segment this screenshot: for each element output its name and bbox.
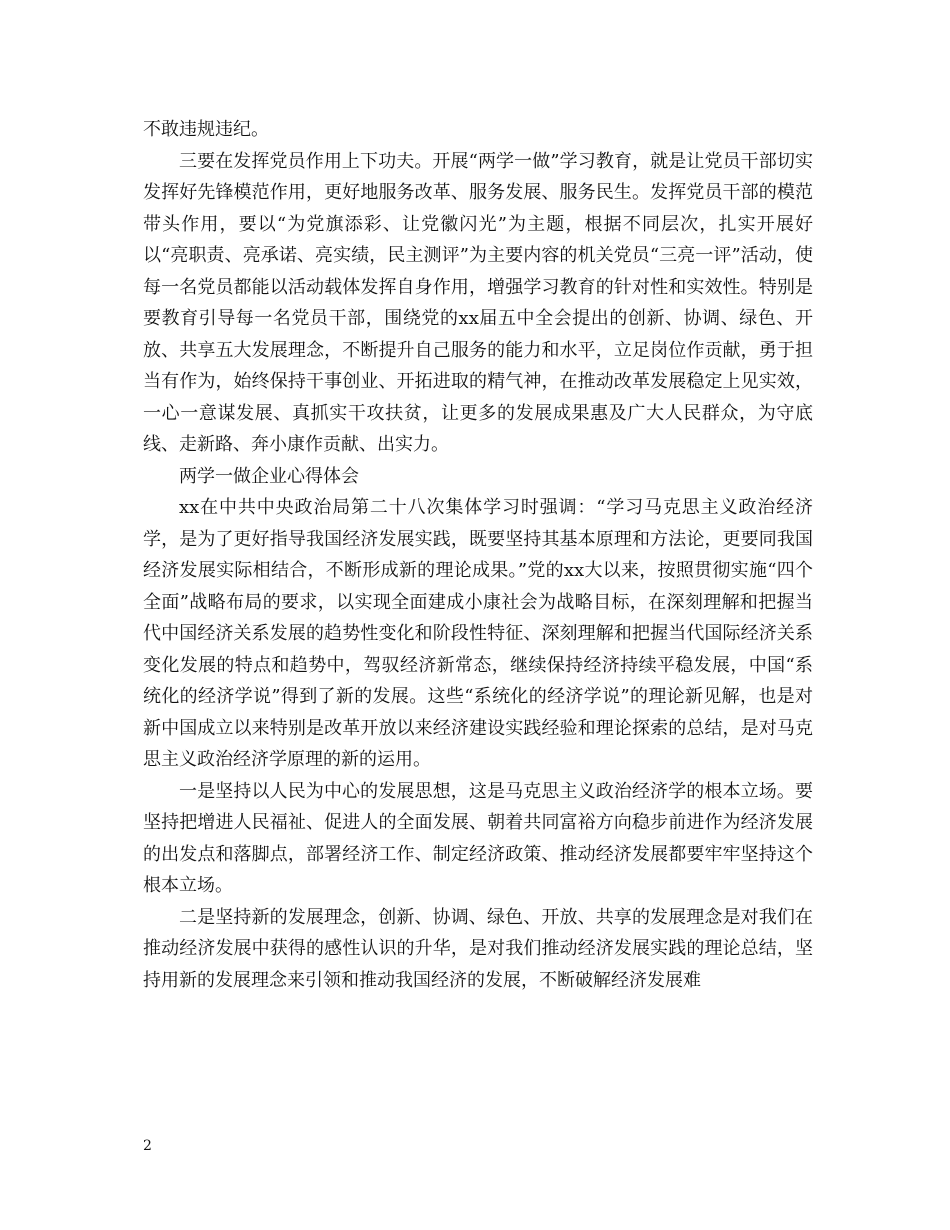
paragraph-3: xx在中共中央政治局第二十八次集体学习时强调：“学习马克思主义政治经济学，是为了更好指导我国经济发展实践，既要坚持其基本原理和方法论，更要同我国经济发展实际相结合，不断形成新的理论成果。”党的xx大以来，按照贯彻实施“四个全面”战略布局的要求，以实现全面建成小康社会为战略目标，在深刻理解和把握当代中国经济关系发展的趋势性变化和阶段性特征、深刻理解和把握当代国际经济关系变化发展的特点和趋势中，驾驭经济新常态，继续保持经济持续平稳发展，中国“系统化的经济学说”得到了新的发展。这些“系统化的经济学说”的理论新见解，也是对新中国成立以来特别是改革开放以来经济建设实践经验和理论探索的总结，是对马克思主义政治经济学原理的新的运用。 (143, 497, 813, 770)
document-body (143, 114, 813, 996)
paragraph-4: 一是坚持以人民为中心的发展思想，这是马克思主义政治经济学的根本立场。要坚持把增进人民福祉、促进人的全面发展、朝着共同富裕方向稳步前进作为经济发展的出发点和落脚点，部署经济工作、制定经济政策、推动经济发展都要牢牢坚持这个根本立场。 (143, 780, 813, 896)
paragraph-1: 不敢违规违纪。 (143, 119, 269, 140)
section-heading: 两学一做企业心得体会 (179, 465, 359, 487)
page-number: 2 (143, 1138, 152, 1154)
paragraph-5: 二是坚持新的发展理念，创新、协调、绿色、开放、共享的发展理念是对我们在推动经济发展中获得的感性认识的升华，是对我们推动经济发展实践的理论总结，坚持用新的发展理念来引领和推动我国经济的发展，不断破解经济发展难 (143, 906, 813, 991)
paragraph-2: 三要在发挥党员作用上下功夫。开展“两学一做”学习教育，就是让党员干部切实发挥好先锋模范作用，更好地服务改革、服务发展、服务民生。发挥党员干部的模范带头作用，要以“为党旗添彩、让党徽闪光”为主题，根据不同层次，扎实开展好以“亮职责、亮承诺、亮实绩，民主测评”为主要内容的机关党员“三亮一评”活动，使每一名党员都能以活动载体发挥自身作用，增强学习教育的针对性和实效性。特别是要教育引导每一名党员干部，围绕党的xx届五中全会提出的创新、协调、绿色、开放、共享五大发展理念，不断提升自己服务的能力和水平，立足岗位作贡献，勇于担当有作为，始终保持干事创业、开拓进取的精气神，在推动改革发展稳定上见实效，一心一意谋发展、真抓实干攻扶贫，让更多的发展成果惠及广大人民群众，为守底线、走新路、奔小康作贡献、出实力。 (143, 150, 813, 455)
